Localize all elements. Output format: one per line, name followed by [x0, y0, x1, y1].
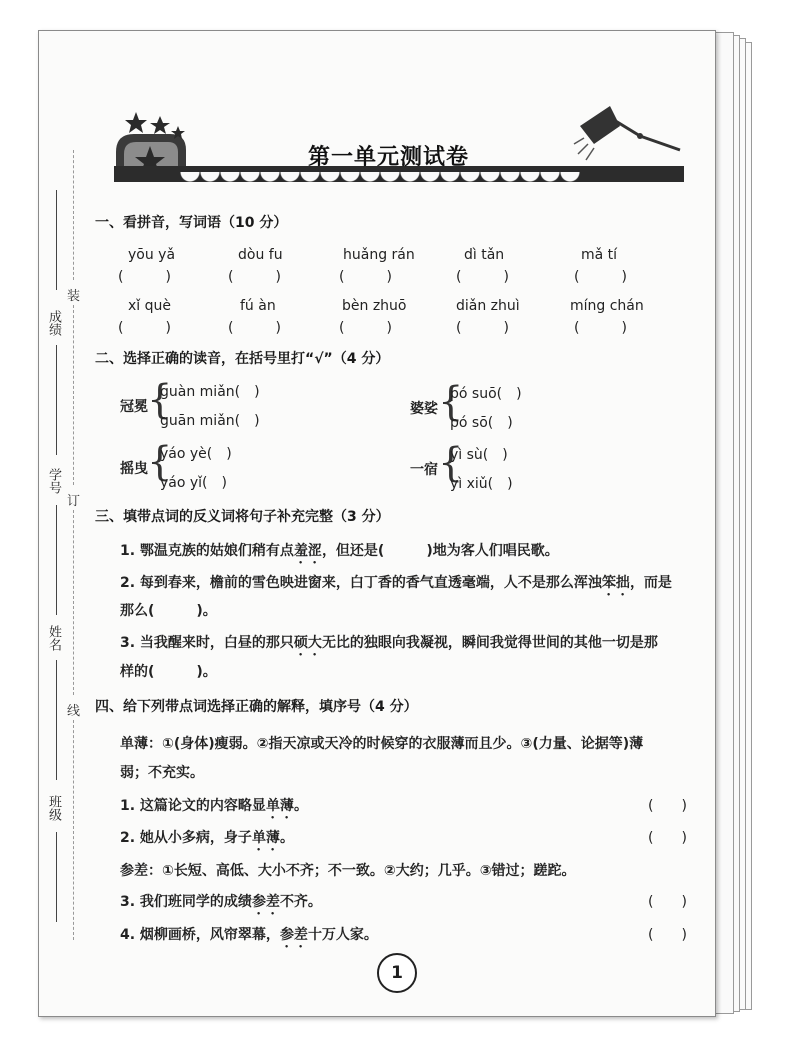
question-4-3: 3. 我们班同学的成绩参差不齐。	[120, 894, 322, 910]
class-label: 班级	[46, 795, 61, 821]
bind-char: 订	[67, 494, 81, 509]
answer-blank[interactable]: ( )	[118, 320, 171, 336]
page-title: 第一单元测试卷	[308, 145, 470, 170]
definition-line: 参差：①长短、高低、大小不齐；不一致。②大约；几乎。③错过；蹉跎。	[120, 863, 576, 879]
page-number: 1	[377, 953, 417, 993]
binding-dashed-line	[73, 150, 74, 280]
margin-line	[56, 832, 57, 922]
pinyin-item: fú àn	[240, 298, 276, 314]
question-4-2: 2. 她从小多病，身子单薄。	[120, 830, 294, 846]
binding-dashed-line	[73, 720, 74, 940]
pinyin-item: mǎ tí	[581, 247, 618, 263]
section-4-heading: 四、给下列带点词选择正确的解释，填序号（4 分）	[95, 699, 418, 715]
answer-blank[interactable]: ( )	[574, 269, 627, 285]
definition-line: 弱；不充实。	[120, 765, 204, 781]
answer-blank[interactable]: ( )	[648, 927, 687, 943]
brace: {	[438, 379, 464, 425]
pinyin-item: diǎn zhuì	[456, 298, 520, 314]
dotted-word: 参差	[251, 894, 280, 910]
brace: {	[438, 440, 464, 486]
reading-option[interactable]: yáo yè( )	[160, 446, 232, 462]
answer-blank[interactable]: ( )	[648, 830, 687, 846]
brace: {	[147, 439, 173, 485]
dotted-word: 羞涩	[293, 543, 322, 559]
brace: {	[147, 377, 173, 423]
margin-line	[56, 505, 57, 615]
reading-option[interactable]: pó suō( )	[450, 386, 522, 402]
answer-blank[interactable]: ( )	[648, 894, 687, 910]
reading-option[interactable]: yì xiǔ( )	[450, 476, 513, 492]
name-label: 姓名	[46, 625, 61, 651]
answer-blank[interactable]: ( )	[574, 320, 627, 336]
reading-option[interactable]: pó sō( )	[450, 415, 513, 431]
question-3-1: 1. 鄂温克族的姑娘们稍有点羞涩，但还是( )地为客人们唱民歌。	[120, 543, 559, 559]
question-3-2: 2. 每到春来，檐前的雪色映进窗来，白丁香的香气直透毫端，人不是那么浑浊笨拙，而是	[120, 575, 672, 591]
pinyin-item: dòu fu	[238, 247, 283, 263]
choice-word: 摇曳	[120, 461, 148, 477]
bind-char: 线	[67, 704, 81, 719]
score-label: 成绩	[46, 310, 61, 336]
answer-blank[interactable]: ( )	[456, 320, 509, 336]
margin-line	[56, 660, 57, 780]
answer-blank[interactable]: ( )	[228, 320, 281, 336]
choice-word: 婆娑	[410, 401, 438, 417]
answer-blank[interactable]: ( )	[648, 798, 687, 814]
reading-option[interactable]: yì sù( )	[450, 447, 508, 463]
margin-line	[56, 190, 57, 290]
dotted-word: 笨拙	[601, 575, 630, 591]
student-no-label: 学号	[46, 468, 61, 494]
binding-dashed-line	[73, 305, 74, 485]
choice-word: 一宿	[410, 462, 438, 478]
reading-option[interactable]: guān miǎn( )	[160, 413, 260, 429]
section-2-heading: 二、选择正确的读音，在括号里打“√”（4 分）	[95, 351, 390, 367]
question-3-3-cont: 样的( )。	[120, 664, 217, 680]
pinyin-item: yōu yǎ	[128, 247, 176, 263]
answer-blank[interactable]: ( )	[228, 269, 281, 285]
answer-blank[interactable]: ( )	[118, 269, 171, 285]
reading-option[interactable]: yáo yǐ( )	[160, 475, 227, 491]
dotted-word: 单薄	[251, 830, 280, 846]
dotted-word: 参差	[279, 927, 308, 943]
banner-wave	[180, 172, 580, 186]
question-4-1: 1. 这篇论文的内容略显单薄。	[120, 798, 308, 814]
answer-blank[interactable]: ( )	[339, 320, 392, 336]
answer-blank[interactable]: ( )	[456, 269, 509, 285]
question-3-2-cont: 那么( )。	[120, 603, 217, 619]
pinyin-item: huǎng rán	[343, 247, 415, 263]
dotted-word: 硕大	[293, 635, 322, 651]
bind-char: 装	[67, 289, 81, 304]
margin-line	[56, 345, 57, 455]
question-3-3: 3. 当我醒来时，白昼的那只硕大无比的独眼向我凝视，瞬间我觉得世间的其他一切是那	[120, 635, 658, 651]
answer-blank[interactable]: ( )	[339, 269, 392, 285]
pinyin-item: bèn zhuō	[342, 298, 407, 314]
question-4-4: 4. 烟柳画桥，风帘翠幕，参差十万人家。	[120, 927, 378, 943]
desk-lamp-icon	[570, 104, 686, 174]
binding-dashed-line	[73, 510, 74, 695]
section-1-heading: 一、看拼音，写词语（10 分）	[95, 215, 288, 231]
section-3-heading: 三、填带点词的反义词将句子补充完整（3 分）	[95, 509, 390, 525]
pinyin-item: míng chán	[570, 298, 644, 314]
pinyin-item: xǐ què	[128, 298, 171, 314]
reading-option[interactable]: guàn miǎn( )	[160, 384, 260, 400]
dotted-word: 单薄	[265, 798, 294, 814]
pinyin-item: dì tǎn	[464, 247, 505, 263]
choice-word: 冠冕	[120, 399, 148, 415]
definition-line: 单薄：①(身体)瘦弱。②指天凉或天冷的时候穿的衣服薄而且少。③(力量、论据等)薄	[120, 736, 644, 752]
